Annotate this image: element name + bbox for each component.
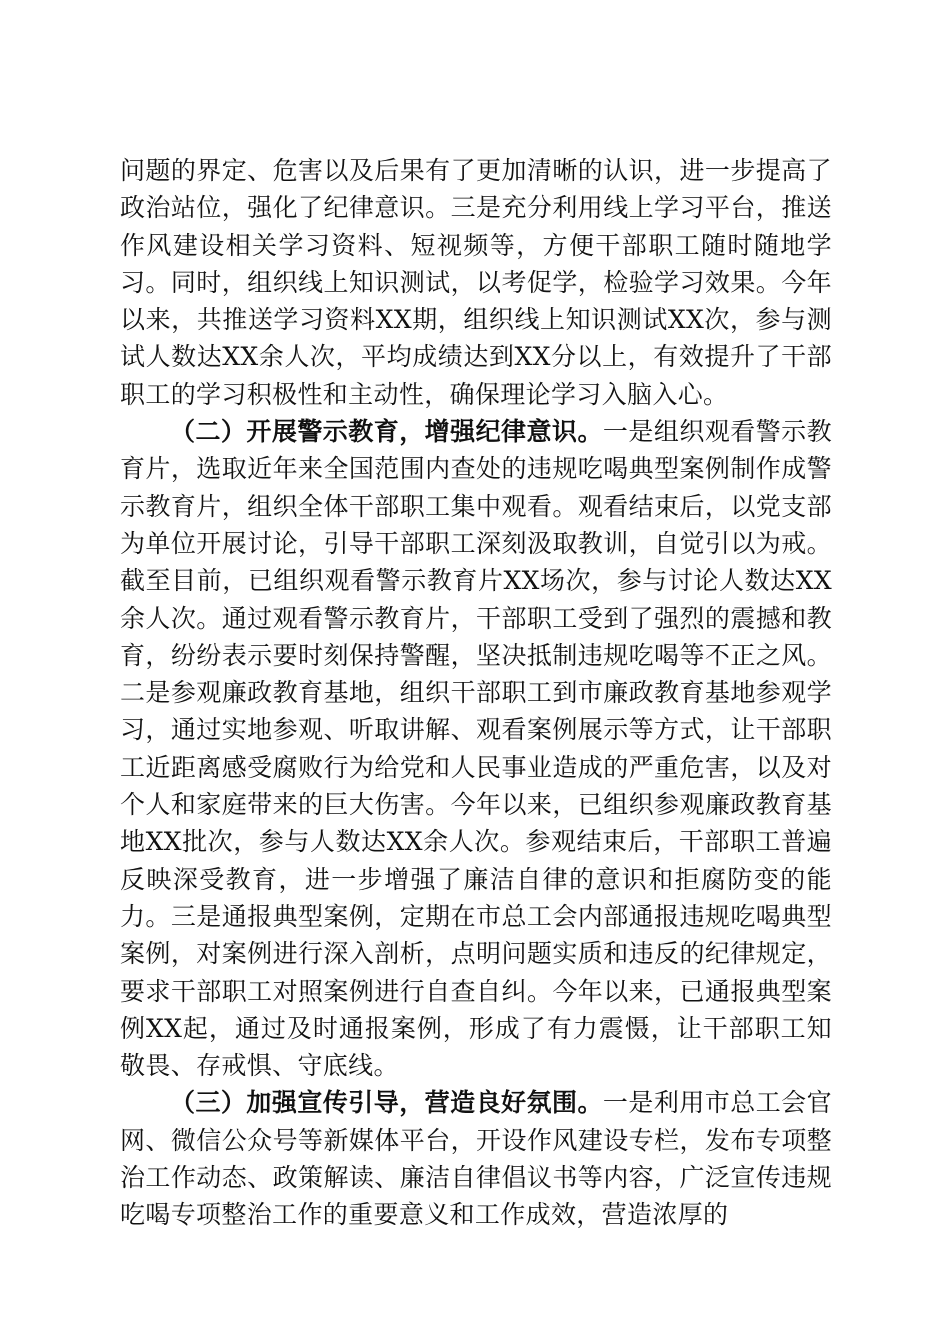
body-paragraph-3: [120, 1084, 832, 1233]
paragraph-1-text: 问题的界定、危害以及后果有了更加清晰的认识，进一步提高了政治站位，强化了纪律意识。三是充分利用线上学习平台，推送作风建设相关学习资料、短视频等，方便干部职工随时随地学习。同时，组织线上知识测试，以考促学，检验学习效果。今年以来，共推送学习资料XX期，组织线上知识测试XX次，参与测试人数达XX余人次，平均成绩达到XX分以上，有效提升了干部职工的学习积极性和主动性，确保理论学习入脑入心。: [120, 156, 832, 409]
body-paragraph-2: [120, 413, 832, 1084]
paragraph-2-text: 一是组织观看警示教育片，选取近年来全国范围内查处的违规吃喝典型案例制作成警示教育片，组织全体干部职工集中观看。观看结束后，以党支部为单位开展讨论，引导干部职工深刻汲取教训，自觉引以为戒。截至目前，已组织观看警示教育片XX场次，参与讨论人数达XX余人次。通过观看警示教育片，干部职工受到了强烈的震撼和教育，纷纷表示要时刻保持警醒，坚决抵制违规吃喝等不正之风。二是参观廉政教育基地，组织干部职工到市廉政教育基地参观学习，通过实地参观、听取讲解、观看案例展示等方式，让干部职工近距离感受腐败行为给党和人民事业造成的严重危害，以及对个人和家庭带来的巨大伤害。今年以来，已组织参观廉政教育基地XX批次，参与人数达XX余人次。参观结束后，干部职工普遍反映深受教育，进一步增强了廉洁自律的意识和拒腐防变的能力。三是通报典型案例，定期在市总工会内部通报违规吃喝典型案例，对案例进行深入剖析，点明问题实质和违反的纪律规定，要求干部职工对照案例进行自查自纠。今年以来，已通报典型案例XX起，通过及时通报案例，形成了有力震慑，让干部职工知敬畏、存戒惧、守底线。: [120, 417, 832, 1081]
section-heading-2: （二）开展警示教育，增强纪律意识。: [170, 417, 603, 447]
body-paragraph-1: [120, 152, 832, 413]
document-page: [120, 152, 832, 1234]
section-heading-3: （三）加强宣传引导，营造良好氛围。: [170, 1088, 603, 1118]
paragraph-3-text: 一是利用市总工会官网、微信公众号等新媒体平台，开设作风建设专栏，发布专项整治工作动态、政策解读、廉洁自律倡议书等内容，广泛宣传违规吃喝专项整治工作的重要意义和工作成效，营造浓厚的: [120, 1088, 832, 1230]
